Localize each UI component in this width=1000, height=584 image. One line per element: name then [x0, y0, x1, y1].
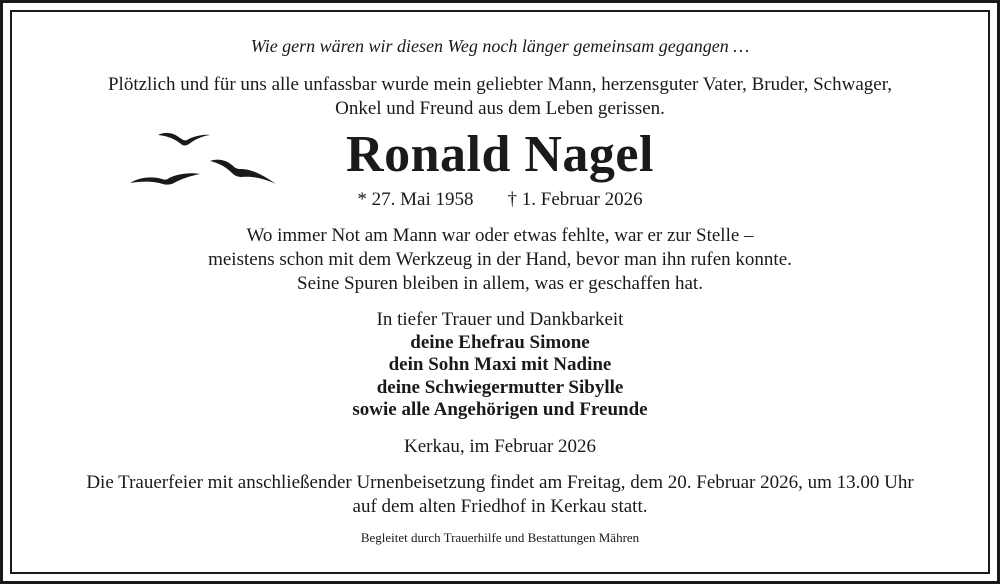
- funeral-home-credit: Begleitet durch Trauerhilfe und Bestattungen Mähren: [360, 530, 640, 545]
- tribute-line-3: Seine Spuren bleiben in allem, was er geschaffen hat.: [297, 273, 703, 294]
- mourners-heading: In tiefer Trauer und Dankbarkeit: [376, 309, 624, 330]
- life-dates: [3, 189, 997, 211]
- intro-line-1: Plötzlich und für uns alle unfassbar wurde mein geliebter Mann, herzensguter Vater, Bruder, Schwager,: [107, 74, 893, 95]
- birth-date: * 27. Mai 1958: [357, 189, 474, 210]
- ceremony-line-1: Die Trauerfeier mit anschließender Urnenbeisetzung findet am Freitag, dem 20. Februar 2026, um 13.00 Uhr: [86, 472, 914, 493]
- tribute-line-2: meistens schon mit dem Werkzeug in der Hand, bevor man ihn rufen konnte.: [208, 249, 792, 270]
- deceased-name: Ronald Nagel: [346, 126, 654, 183]
- intro-line-2: Onkel und Freund aus dem Leben gerissen.: [335, 98, 665, 119]
- mourner-name: sowie alle Angehörigen und Freunde: [352, 399, 648, 420]
- death-date: † 1. Februar 2026: [507, 189, 643, 210]
- place-and-date: Kerkau, im Februar 2026: [403, 436, 597, 457]
- ceremony-info: [3, 471, 997, 519]
- obituary-notice: [3, 3, 997, 581]
- mourner-name: deine Schwiegermutter Sibylle: [376, 376, 624, 398]
- intro-text: [3, 73, 997, 121]
- opening-quote: Wie gern wären wir diesen Weg noch länger gemeinsam gegangen …: [250, 36, 750, 56]
- ceremony-line-2: auf dem alten Friedhof in Kerkau statt.: [352, 496, 648, 517]
- tribute-line-1: Wo immer Not am Mann war oder etwas fehlte, war er zur Stelle –: [246, 225, 754, 246]
- mourner-name: dein Sohn Maxi mit Nadine: [388, 354, 612, 375]
- mourner-name: deine Ehefrau Simone: [410, 331, 590, 353]
- tribute-text: [3, 224, 997, 296]
- mourners-list: [3, 309, 997, 422]
